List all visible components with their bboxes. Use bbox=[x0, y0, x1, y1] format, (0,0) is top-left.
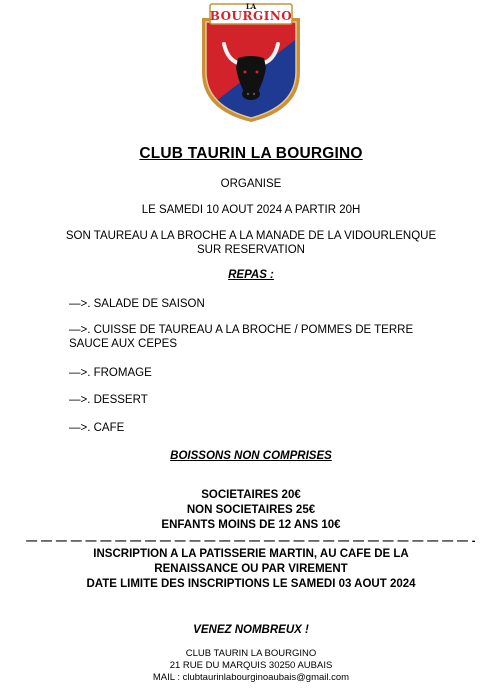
boissons-note: BOISSONS NON COMPRISES bbox=[170, 450, 332, 462]
price-non-societaires: NON SOCIETAIRES 25€ bbox=[186, 504, 316, 516]
menu-item-salade: —>. SALADE DE SAISON bbox=[69, 298, 205, 310]
inscription-deadline: DATE LIMITE DES INSCRIPTIONS LE SAMEDI 03 AOUT 2024 bbox=[86, 578, 416, 590]
separator-line: — — — — — — — — — — — — — — — — — — — — — — — — — — — — — — - bbox=[26, 535, 476, 547]
menu-item-dessert: —>. DESSERT bbox=[69, 394, 148, 406]
footer-email[interactable]: MAIL : clubtaurinlabourginoaubais@gmail.com bbox=[152, 672, 350, 683]
price-societaires: SOCIETAIRES 20€ bbox=[201, 489, 301, 501]
event-description-line1: SON TAUREAU A LA BROCHE A LA MANADE DE LA VIDOURLENQUE bbox=[65, 230, 437, 242]
repas-heading: REPAS : bbox=[228, 269, 274, 281]
menu-item-cafe: —>. CAFE bbox=[69, 422, 125, 434]
organise-text: ORGANISE bbox=[220, 178, 282, 190]
menu-item-cuisse-line1: —>. CUISSE DE TAUREAU A LA BROCHE / POMMES DE TERRE bbox=[69, 324, 414, 336]
logo-text-main: BOURGINO bbox=[209, 9, 293, 23]
inscription-line2: RENAISSANCE OU PAR VIREMENT bbox=[154, 563, 348, 575]
menu-item-cuisse-line2: SAUCE AUX CEPES bbox=[69, 338, 178, 350]
page-title: CLUB TAURIN LA BOURGINO bbox=[139, 145, 363, 162]
event-description-line2: SUR RESERVATION bbox=[197, 244, 305, 256]
inscription-line1: INSCRIPTION A LA PATISSERIE MARTIN, AU CAFE DE LA bbox=[93, 548, 409, 560]
price-enfants: ENFANTS MOINS DE 12 ANS 10€ bbox=[161, 519, 341, 531]
menu-item-fromage: —>. FROMAGE bbox=[69, 367, 152, 379]
club-logo bbox=[194, 0, 308, 122]
logo-text-top: LA bbox=[245, 2, 257, 11]
venez-nombreux: VENEZ NOMBREUX ! bbox=[193, 624, 309, 636]
footer-club-name: CLUB TAURIN LA BOURGINO bbox=[185, 648, 317, 659]
footer-address: 21 RUE DU MARQUIS 30250 AUBAIS bbox=[169, 660, 333, 671]
event-date: LE SAMEDI 10 AOUT 2024 A PARTIR 20H bbox=[141, 204, 361, 216]
